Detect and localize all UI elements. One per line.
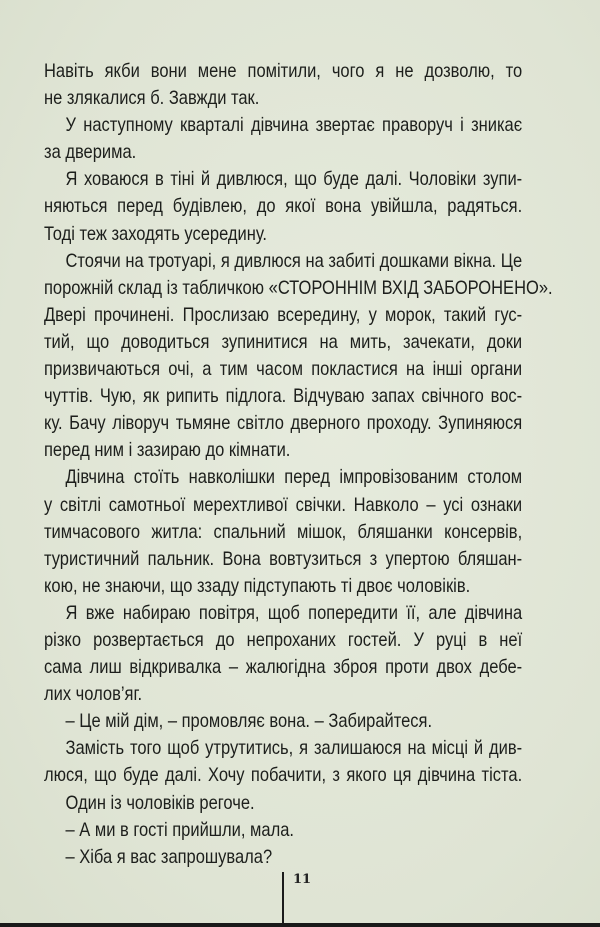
text-line: Замість того щоб утрутитись, я залишаюся на місці й див- — [65, 738, 523, 760]
text-line: Стоячи на тротуарі, я дивлюся на забиті дошками вікна. Це — [65, 250, 523, 272]
text-line: перед ним і зазираю до кімнати. — [44, 440, 291, 462]
text-line: Тоді теж заходять усередину. — [44, 223, 268, 245]
page-number-rule — [282, 872, 284, 927]
text-line: сама лиш відкривалка – жалюгідна зброя проти двох дебе- — [44, 657, 523, 679]
text-line: тий, що доводиться зупинитися на мить, зачекати, доки — [44, 331, 523, 353]
text-line: лих чолов’яг. — [44, 684, 143, 706]
text-line: няються перед будівлею, до якої вона увійшла, радяться. — [44, 196, 523, 218]
text-line: чуттів. Чую, як рипить підлога. Відчуваю запах свічного вос- — [44, 386, 523, 408]
text-line: різко розвертається до непроханих гостей. У руці в неї — [44, 629, 523, 651]
page-number: 11 — [293, 872, 312, 887]
text-line: кою, не знаючи, що ззаду підступають ті двоє чоловіків. — [44, 575, 471, 597]
text-line: – Це мій дім, – промовляє вона. – Забирайтеся. — [65, 711, 433, 733]
text-line: Один із чоловіків регоче. — [65, 792, 255, 814]
text-line: призвичаються очі, а тим часом покластися на інші органи — [44, 359, 523, 381]
text-line: ку. Бачу ліворуч тьмяне світло дверного проходу. Зупиняюся — [44, 413, 523, 435]
body-text — [44, 58, 553, 871]
text-line: – А ми в гості прийшли, мала. — [65, 819, 294, 841]
text-line: Я вже набираю повітря, щоб попередити її, але дівчина — [65, 602, 523, 624]
page-bottom-edge — [0, 923, 600, 927]
text-line: не злякалися б. Завжди так. — [44, 88, 260, 110]
text-line: у світлі самотньої мерехтливої свічки. Навколо – усі ознаки — [44, 494, 523, 516]
text-line: Двері прочинені. Прослизаю всередину, у морок, такий гус- — [44, 304, 523, 326]
text-line: Я ховаюся в тіні й дивлюся, що буде далі. Чоловіки зупи- — [65, 169, 523, 191]
text-line: туристичний пальник. Вона вовтузиться з упертою бляшан- — [44, 548, 523, 570]
text-line: У наступному кварталі дівчина звертає праворуч і зникає — [65, 115, 523, 137]
text-line: тимчасового житла: спальний мішок, бляшанки консервів, — [44, 521, 523, 543]
text-line: за дверима. — [44, 142, 137, 164]
text-line: порожній склад із табличкою «СТОРОННІМ ВХІД ЗАБОРОНЕНО». — [44, 277, 553, 299]
text-line: – Хіба я вас запрошувала? — [65, 846, 273, 868]
text-line: Дівчина стоїть навколішки перед імпровізованим столом — [65, 467, 523, 489]
text-line: Навіть якби вони мене помітили, чого я не дозволю, то — [44, 61, 523, 82]
text-line: люся, що буде далі. Хочу побачити, з якого ця дівчина тіста. — [44, 765, 523, 787]
